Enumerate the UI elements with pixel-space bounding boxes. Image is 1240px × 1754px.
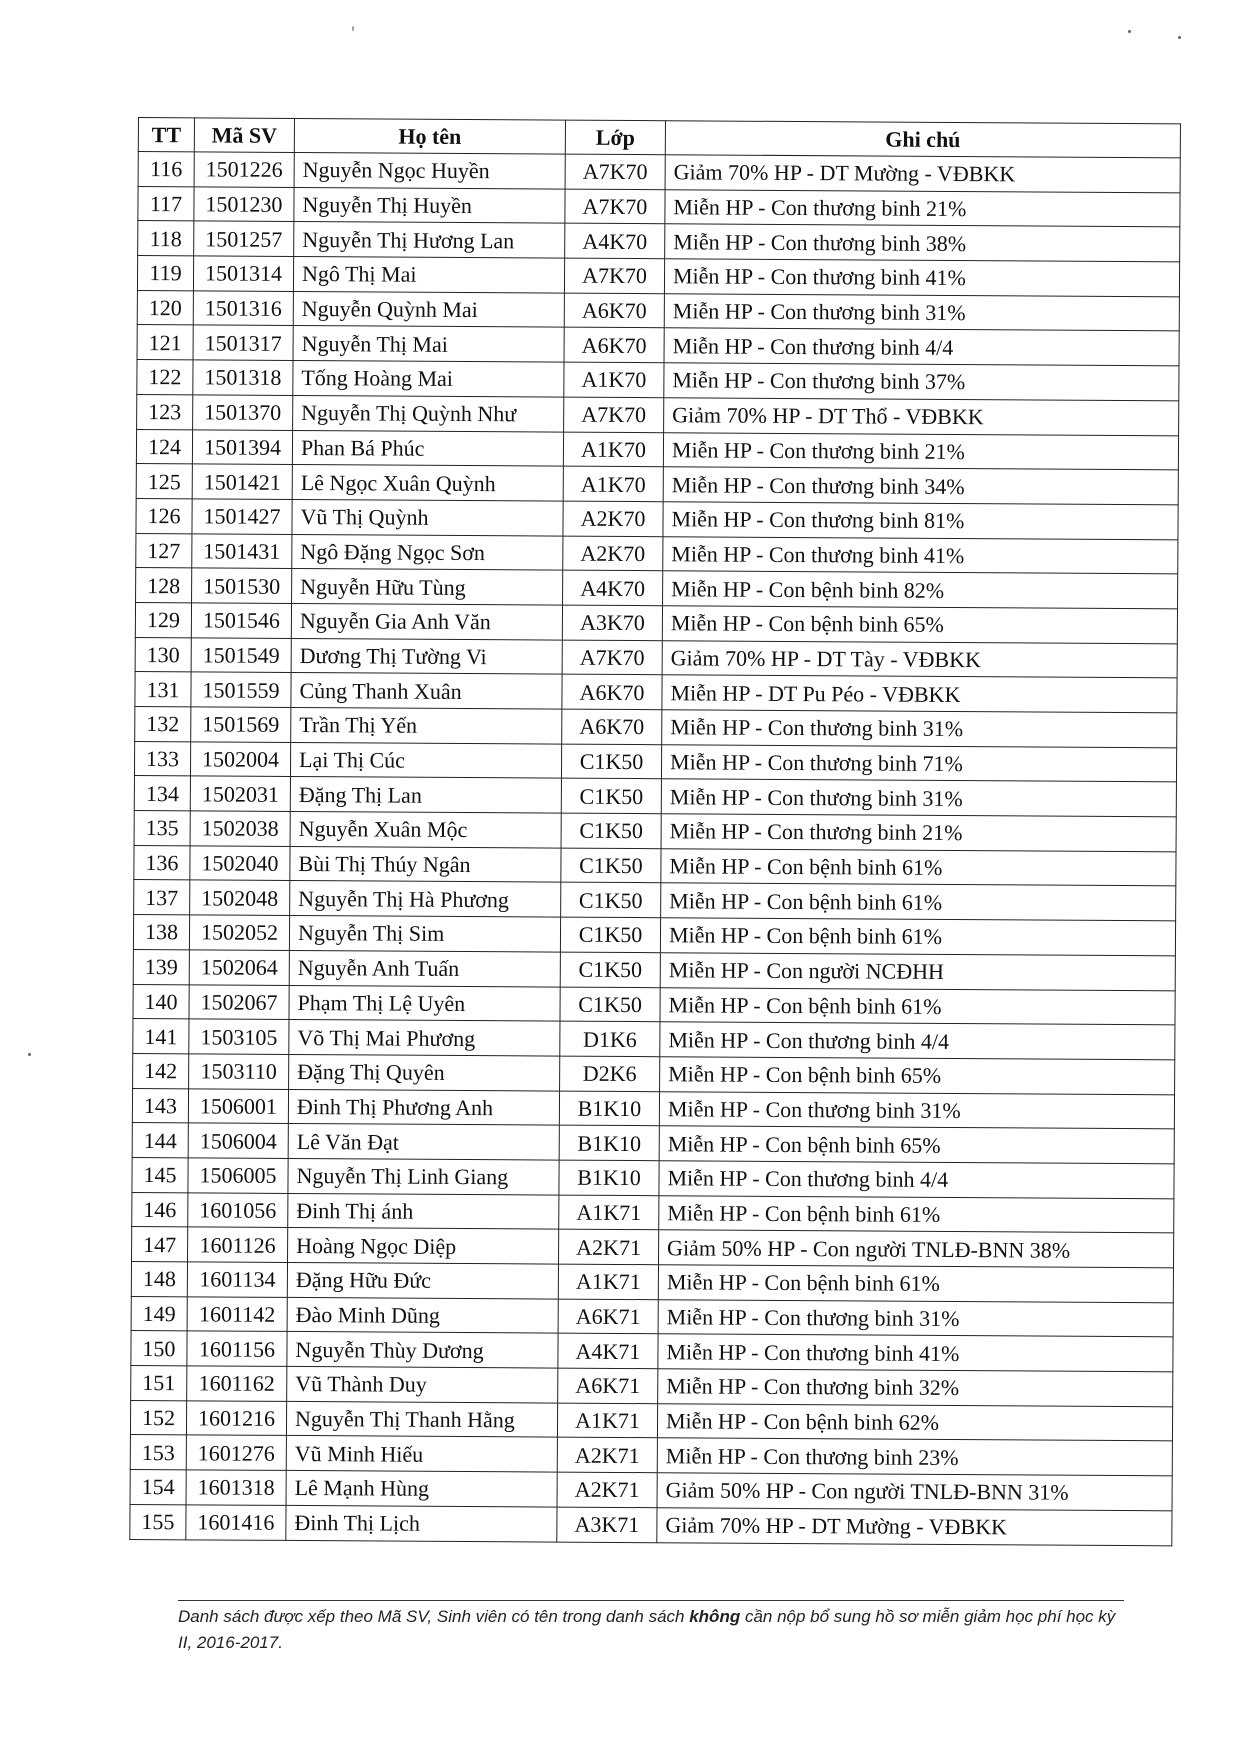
cell-tt: 120 <box>137 290 193 325</box>
cell-tt: 146 <box>132 1192 188 1227</box>
cell-ghi-chu: Miễn HP - Con thương binh 21% <box>663 432 1178 470</box>
cell-ho-ten: Đinh Thị Lịch <box>286 1505 557 1541</box>
footnote-emphasis: không <box>689 1607 741 1626</box>
cell-ho-ten: Đào Minh Dũng <box>287 1297 558 1333</box>
cell-ghi-chu: Miễn HP - Con thương binh 4/4 <box>660 1022 1175 1060</box>
cell-lop: C1K50 <box>561 883 661 918</box>
cell-lop: A1K71 <box>558 1264 658 1299</box>
cell-ma-sv: 1501226 <box>194 152 294 187</box>
cell-ma-sv: 1601156 <box>187 1331 287 1366</box>
cell-ghi-chu: Miễn HP - Con thương binh 71% <box>661 744 1176 782</box>
cell-tt: 141 <box>133 1019 189 1054</box>
cell-ma-sv: 1601134 <box>187 1262 287 1297</box>
scan-speck <box>28 1053 31 1056</box>
header-ma-sv: Mã SV <box>194 118 294 153</box>
cell-tt: 155 <box>130 1504 186 1539</box>
header-lop: Lớp <box>565 120 665 155</box>
cell-tt: 125 <box>136 464 192 499</box>
cell-ma-sv: 1502067 <box>189 984 289 1019</box>
cell-lop: C1K50 <box>560 952 660 987</box>
cell-ma-sv: 1601126 <box>188 1227 288 1262</box>
cell-ghi-chu: Miễn HP - Con thương binh 34% <box>663 467 1178 505</box>
cell-lop: A3K70 <box>562 605 662 640</box>
cell-lop: A7K70 <box>562 640 662 675</box>
cell-ghi-chu: Giảm 70% HP - DT Mường - VĐBKK <box>665 155 1180 193</box>
cell-lop: A4K70 <box>565 223 665 258</box>
cell-lop: A6K71 <box>558 1368 658 1403</box>
cell-tt: 154 <box>130 1470 186 1505</box>
cell-ghi-chu: Giảm 50% HP - Con người TNLĐ-BNN 31% <box>657 1473 1172 1511</box>
cell-tt: 148 <box>131 1261 187 1296</box>
cell-ghi-chu: Giảm 70% HP - DT Thổ - VĐBKK <box>664 398 1179 436</box>
cell-tt: 129 <box>135 602 191 637</box>
cell-ho-ten: Vũ Minh Hiếu <box>286 1436 557 1472</box>
cell-ho-ten: Lại Thị Cúc <box>290 742 561 778</box>
cell-lop: A2K70 <box>563 501 663 536</box>
cell-ma-sv: 1506001 <box>188 1088 288 1123</box>
cell-ghi-chu: Miễn HP - Con thương binh 41% <box>664 259 1179 297</box>
cell-ghi-chu: Miễn HP - Con thương binh 31% <box>658 1299 1173 1337</box>
cell-ghi-chu: Miễn HP - DT Pu Péo - VĐBKK <box>662 675 1177 713</box>
cell-ho-ten: Nguyễn Thị Quỳnh Như <box>293 395 564 431</box>
cell-ma-sv: 1501569 <box>191 707 291 742</box>
cell-lop: A1K70 <box>563 432 663 467</box>
cell-ghi-chu: Miễn HP - Con bệnh binh 61% <box>660 987 1175 1025</box>
cell-ghi-chu: Miễn HP - Con thương binh 37% <box>664 363 1179 401</box>
cell-tt: 142 <box>133 1053 189 1088</box>
cell-lop: A1K70 <box>563 466 663 501</box>
cell-ghi-chu: Miễn HP - Con bệnh binh 61% <box>658 1265 1173 1303</box>
cell-lop: A2K71 <box>557 1438 657 1473</box>
student-list-table <box>129 117 1181 1546</box>
cell-ghi-chu: Miễn HP - Con bệnh binh 82% <box>663 571 1178 609</box>
cell-lop: A3K71 <box>557 1507 657 1542</box>
cell-ghi-chu: Miễn HP - Con thương binh 31% <box>662 710 1177 748</box>
cell-ghi-chu: Miễn HP - Con thương binh 21% <box>665 189 1180 227</box>
cell-tt: 143 <box>132 1088 188 1123</box>
cell-tt: 134 <box>134 776 190 811</box>
table-body <box>130 152 1180 1546</box>
cell-ma-sv: 1503110 <box>189 1054 289 1089</box>
cell-ma-sv: 1506005 <box>188 1158 288 1193</box>
cell-ma-sv: 1601056 <box>188 1192 288 1227</box>
cell-tt: 128 <box>136 568 192 603</box>
cell-lop: B1K10 <box>559 1125 659 1160</box>
header-ho-ten: Họ tên <box>294 118 565 154</box>
cell-ho-ten: Đặng Hữu Đức <box>287 1262 558 1298</box>
cell-tt: 144 <box>132 1123 188 1158</box>
cell-ghi-chu: Miễn HP - Con bệnh binh 61% <box>660 918 1175 956</box>
footnote-divider <box>178 1600 1124 1601</box>
cell-lop: A6K70 <box>562 709 662 744</box>
cell-ho-ten: Vũ Thị Quỳnh <box>292 499 563 535</box>
cell-tt: 121 <box>137 325 193 360</box>
cell-ma-sv: 1501316 <box>193 291 293 326</box>
cell-ho-ten: Nguyễn Quỳnh Mai <box>293 291 564 327</box>
cell-tt: 140 <box>133 984 189 1019</box>
cell-lop: C1K50 <box>561 744 661 779</box>
cell-ho-ten: Tống Hoàng Mai <box>293 361 564 397</box>
header-tt: TT <box>138 118 194 152</box>
cell-ghi-chu: Miễn HP - Con thương binh 31% <box>664 293 1179 331</box>
cell-ho-ten: Củng Thanh Xuân <box>291 673 562 709</box>
cell-ho-ten: Đặng Thị Quyên <box>289 1054 560 1090</box>
cell-ma-sv: 1601416 <box>186 1505 286 1540</box>
cell-ma-sv: 1601318 <box>186 1470 286 1505</box>
cell-tt: 150 <box>131 1331 187 1366</box>
cell-ho-ten: Nguyễn Ngọc Huyền <box>294 152 565 188</box>
cell-ma-sv: 1601276 <box>186 1435 286 1470</box>
cell-ma-sv: 1502031 <box>190 776 290 811</box>
cell-ma-sv: 1501559 <box>191 672 291 707</box>
cell-tt: 117 <box>138 186 194 221</box>
cell-lop: B1K10 <box>559 1160 659 1195</box>
cell-ghi-chu: Miễn HP - Con bệnh binh 62% <box>657 1403 1172 1441</box>
cell-lop: A1K71 <box>559 1195 659 1230</box>
cell-ho-ten: Vũ Thành Duy <box>287 1366 558 1402</box>
cell-lop: A1K71 <box>557 1403 657 1438</box>
cell-lop: A1K70 <box>564 362 664 397</box>
cell-tt: 124 <box>136 429 192 464</box>
cell-ho-ten: Lê Văn Đạt <box>288 1124 559 1160</box>
cell-ho-ten: Nguyễn Thị Thanh Hằng <box>286 1401 557 1437</box>
cell-ho-ten: Võ Thị Mai Phương <box>289 1020 560 1056</box>
cell-ghi-chu: Miễn HP - Con bệnh binh 65% <box>660 1057 1175 1095</box>
cell-ho-ten: Đinh Thị ánh <box>288 1193 559 1229</box>
cell-ghi-chu: Miễn HP - Con bệnh binh 65% <box>659 1126 1174 1164</box>
scan-speck <box>352 26 354 31</box>
cell-ghi-chu: Miễn HP - Con bệnh binh 65% <box>662 606 1177 644</box>
cell-ho-ten: Nguyễn Thị Hương Lan <box>294 222 565 258</box>
cell-ma-sv: 1501317 <box>193 325 293 360</box>
cell-ma-sv: 1501549 <box>191 637 291 672</box>
cell-ghi-chu: Miễn HP - Con thương binh 4/4 <box>664 328 1179 366</box>
cell-ma-sv: 1502040 <box>190 846 290 881</box>
cell-lop: A2K71 <box>557 1472 657 1507</box>
cell-lop: A2K71 <box>559 1229 659 1264</box>
table-row <box>130 1504 1172 1545</box>
cell-ghi-chu: Miễn HP - Con thương binh 4/4 <box>659 1161 1174 1199</box>
cell-ho-ten: Phan Bá Phúc <box>292 430 563 466</box>
cell-ghi-chu: Miễn HP - Con thương binh 31% <box>661 779 1176 817</box>
cell-tt: 135 <box>134 811 190 846</box>
cell-ma-sv: 1502038 <box>190 811 290 846</box>
cell-ghi-chu: Miễn HP - Con thương binh 23% <box>657 1438 1172 1476</box>
cell-ho-ten: Lê Mạnh Hùng <box>286 1471 557 1507</box>
cell-ho-ten: Nguyễn Thị Hà Phương <box>290 881 561 917</box>
cell-ho-ten: Nguyễn Hữu Tùng <box>292 569 563 605</box>
cell-lop: C1K50 <box>561 778 661 813</box>
cell-ghi-chu: Miễn HP - Con thương binh 38% <box>665 224 1180 262</box>
cell-tt: 139 <box>133 949 189 984</box>
cell-tt: 152 <box>130 1400 186 1435</box>
cell-ghi-chu: Miễn HP - Con thương binh 41% <box>663 536 1178 574</box>
cell-ghi-chu: Miễn HP - Con bệnh binh 61% <box>661 848 1176 886</box>
cell-ma-sv: 1501314 <box>193 256 293 291</box>
cell-ho-ten: Nguyễn Anh Tuấn <box>289 950 560 986</box>
scan-speck <box>1128 30 1131 33</box>
cell-ma-sv: 1501431 <box>192 533 292 568</box>
cell-ma-sv: 1502004 <box>190 742 290 777</box>
cell-ho-ten: Nguyễn Thị Mai <box>293 326 564 362</box>
cell-tt: 123 <box>137 394 193 429</box>
cell-ho-ten: Nguyễn Thùy Dương <box>287 1332 558 1368</box>
cell-ma-sv: 1501546 <box>191 603 291 638</box>
cell-tt: 116 <box>138 152 194 187</box>
cell-lop: A6K70 <box>564 328 664 363</box>
cell-ghi-chu: Miễn HP - Con bệnh binh 61% <box>659 1195 1174 1233</box>
cell-ho-ten: Nguyễn Thị Linh Giang <box>288 1158 559 1194</box>
cell-lop: A7K70 <box>565 154 665 189</box>
footnote-text-after: cần nộp bổ sung hồ sơ miễn giảm học phí học kỳ II, 2016-2017. <box>178 1607 1116 1652</box>
cell-lop: C1K50 <box>561 848 661 883</box>
cell-ma-sv: 1501230 <box>194 187 294 222</box>
cell-tt: 126 <box>136 498 192 533</box>
cell-tt: 132 <box>135 706 191 741</box>
cell-ma-sv: 1502052 <box>189 915 289 950</box>
cell-ma-sv: 1501318 <box>193 360 293 395</box>
footnote-text-before: Danh sách được xếp theo Mã SV, Sinh viên có tên trong danh sách <box>178 1607 690 1626</box>
cell-tt: 130 <box>135 637 191 672</box>
cell-ho-ten: Đặng Thị Lan <box>290 777 561 813</box>
cell-ma-sv: 1502064 <box>189 950 289 985</box>
cell-ghi-chu: Miễn HP - Con bệnh binh 61% <box>661 883 1176 921</box>
cell-tt: 133 <box>134 741 190 776</box>
cell-ma-sv: 1501421 <box>192 464 292 499</box>
cell-tt: 122 <box>137 360 193 395</box>
cell-tt: 151 <box>131 1366 187 1401</box>
cell-tt: 138 <box>133 915 189 950</box>
cell-lop: B1K10 <box>559 1091 659 1126</box>
cell-ghi-chu: Miễn HP - Con thương binh 32% <box>658 1369 1173 1407</box>
cell-ma-sv: 1501530 <box>192 568 292 603</box>
cell-tt: 136 <box>134 845 190 880</box>
cell-tt: 131 <box>135 672 191 707</box>
cell-lop: C1K50 <box>560 917 660 952</box>
cell-lop: A7K70 <box>564 397 664 432</box>
cell-ghi-chu: Giảm 70% HP - DT Tày - VĐBKK <box>662 640 1177 678</box>
cell-ghi-chu: Miễn HP - Con thương binh 81% <box>663 502 1178 540</box>
cell-tt: 119 <box>137 256 193 291</box>
cell-ho-ten: Lê Ngọc Xuân Quỳnh <box>292 465 563 501</box>
cell-tt: 149 <box>131 1296 187 1331</box>
cell-ho-ten: Đinh Thị Phương Anh <box>288 1089 559 1125</box>
cell-lop: C1K50 <box>561 813 661 848</box>
cell-ma-sv: 1506004 <box>188 1123 288 1158</box>
cell-ghi-chu: Giảm 70% HP - DT Mường - VĐBKK <box>657 1508 1172 1546</box>
footnote <box>178 1604 1128 1656</box>
cell-ma-sv: 1501394 <box>192 429 292 464</box>
cell-ghi-chu: Giảm 50% HP - Con người TNLĐ-BNN 38% <box>658 1230 1173 1268</box>
cell-ho-ten: Nguyễn Thị Huyền <box>294 187 565 223</box>
cell-ho-ten: Dương Thị Tường Vi <box>291 638 562 674</box>
cell-lop: D1K6 <box>560 1021 660 1056</box>
cell-lop: D2K6 <box>560 1056 660 1091</box>
cell-lop: A2K70 <box>563 536 663 571</box>
cell-ma-sv: 1601216 <box>186 1401 286 1436</box>
cell-ghi-chu: Miễn HP - Con thương binh 41% <box>658 1334 1173 1372</box>
cell-ho-ten: Nguyễn Gia Anh Văn <box>291 603 562 639</box>
cell-ghi-chu: Miễn HP - Con thương binh 31% <box>659 1091 1174 1129</box>
cell-tt: 127 <box>136 533 192 568</box>
cell-lop: A7K70 <box>565 189 665 224</box>
cell-ma-sv: 1501427 <box>192 499 292 534</box>
cell-ho-ten: Bùi Thị Thúy Ngân <box>290 846 561 882</box>
cell-lop: A4K71 <box>558 1333 658 1368</box>
cell-tt: 153 <box>130 1435 186 1470</box>
cell-ma-sv: 1501257 <box>194 221 294 256</box>
cell-ma-sv: 1502048 <box>190 880 290 915</box>
cell-ho-ten: Phạm Thị Lệ Uyên <box>289 985 560 1021</box>
scan-speck <box>1178 36 1181 39</box>
cell-ho-ten: Nguyễn Thị Sim <box>289 916 560 952</box>
cell-lop: A4K70 <box>563 570 663 605</box>
cell-tt: 147 <box>132 1227 188 1262</box>
cell-ma-sv: 1601142 <box>187 1297 287 1332</box>
cell-tt: 137 <box>134 880 190 915</box>
cell-lop: A7K70 <box>564 258 664 293</box>
cell-ho-ten: Nguyễn Xuân Mộc <box>290 812 561 848</box>
cell-lop: A6K70 <box>564 293 664 328</box>
cell-ma-sv: 1601162 <box>187 1366 287 1401</box>
cell-ma-sv: 1501370 <box>193 395 293 430</box>
cell-ghi-chu: Miễn HP - Con người NCĐHH <box>660 953 1175 991</box>
cell-ho-ten: Hoàng Ngọc Diệp <box>288 1228 559 1264</box>
cell-ma-sv: 1503105 <box>189 1019 289 1054</box>
cell-ho-ten: Ngô Đặng Ngọc Sơn <box>292 534 563 570</box>
header-ghi-chu: Ghi chú <box>665 121 1180 158</box>
cell-ho-ten: Ngô Thị Mai <box>293 257 564 293</box>
cell-ghi-chu: Miễn HP - Con thương binh 21% <box>661 814 1176 852</box>
cell-tt: 145 <box>132 1157 188 1192</box>
cell-ho-ten: Trần Thị Yến <box>291 707 562 743</box>
cell-lop: A6K71 <box>558 1299 658 1334</box>
cell-tt: 118 <box>138 221 194 256</box>
cell-lop: A6K70 <box>562 674 662 709</box>
cell-lop: C1K50 <box>560 987 660 1022</box>
